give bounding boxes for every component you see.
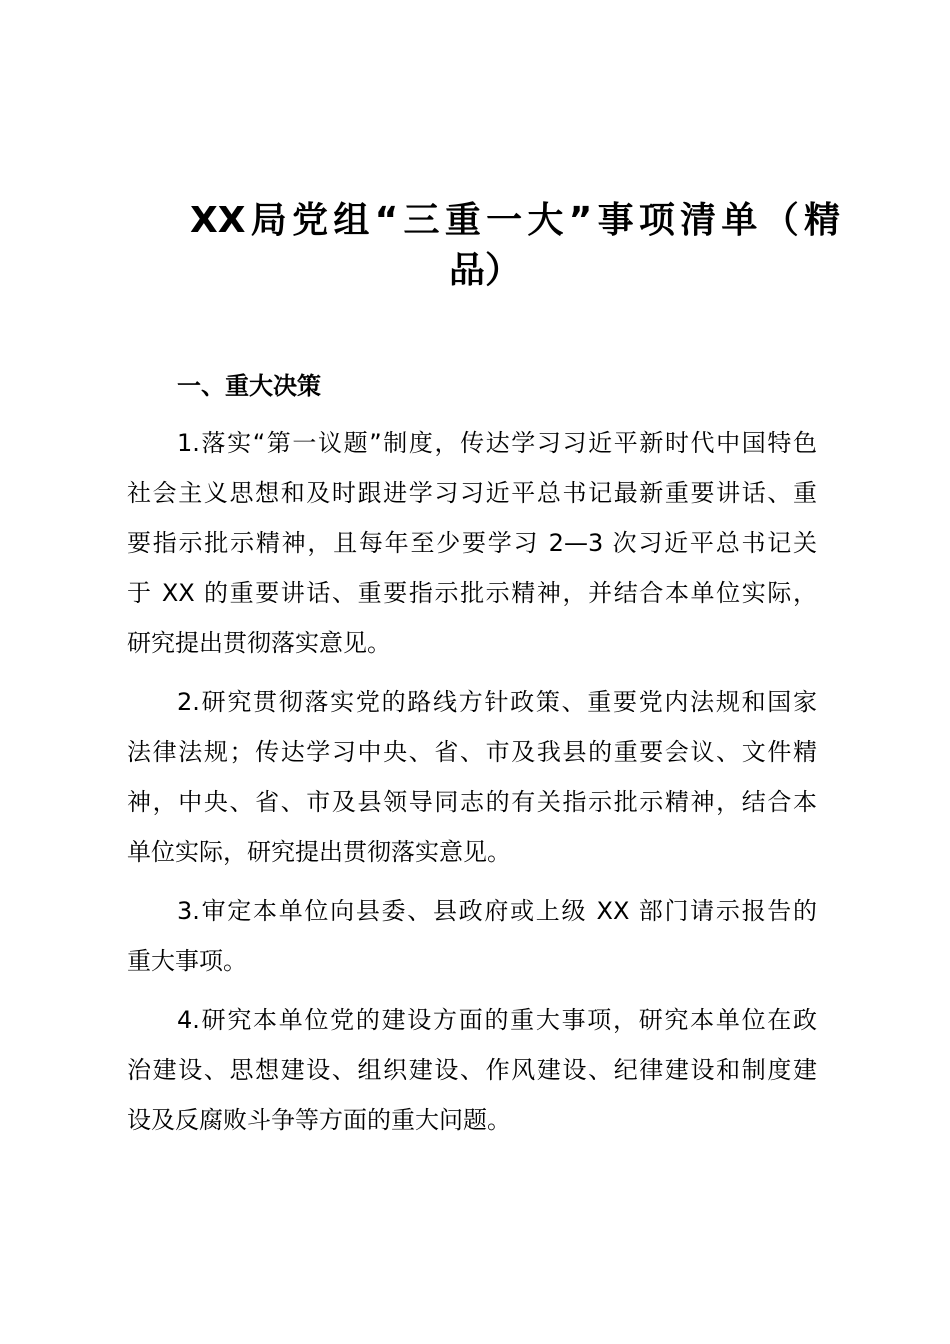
document-title: [150, 196, 840, 296]
paragraph-line: 1.落实“第一议题”制度，传达学习习近平新时代中国特色: [177, 429, 817, 457]
paragraph-line: 重大事项。: [127, 947, 247, 975]
paragraph-line: 设及反腐败斗争等方面的重大问题。: [127, 1106, 511, 1134]
paragraph-line: 3.审定本单位向县委、县政府或上级 XX 部门请示报告的: [177, 897, 817, 925]
paragraph-line: 神，中央、省、市及县领导同志的有关指示批示精神，结合本: [127, 788, 817, 816]
paragraph-3: [127, 886, 817, 986]
title-line-1: XX局党组“三重一大”事项清单（精: [190, 200, 840, 241]
paragraph-2: [127, 677, 817, 877]
paragraph-line: 要指示批示精神，且每年至少要学习 2—3 次习近平总书记关: [127, 529, 817, 557]
document-body: [127, 362, 817, 1154]
paragraph-line: 于 XX 的重要讲话、重要指示批示精神，并结合本单位实际，: [127, 579, 817, 607]
paragraph-line: 研究提出贯彻落实意见。: [127, 629, 391, 657]
paragraph-line: 法律法规；传达学习中央、省、市及我县的重要会议、文件精: [127, 738, 817, 766]
paragraph-4: [127, 995, 817, 1145]
paragraph-line: 4.研究本单位党的建设方面的重大事项，研究本单位在政: [177, 1006, 817, 1034]
paragraph-1: [127, 418, 817, 668]
paragraph-line: 单位实际，研究提出贯彻落实意见。: [127, 838, 511, 866]
paragraph-line: 治建设、思想建设、组织建设、作风建设、纪律建设和制度建: [127, 1056, 817, 1084]
paragraph-line: 2.研究贯彻落实党的路线方针政策、重要党内法规和国家: [177, 688, 817, 716]
paragraph-line: 社会主义思想和及时跟进学习习近平总书记最新重要讲话、重: [127, 479, 817, 507]
section-heading: 一、重大决策: [177, 372, 321, 400]
title-line-2: 品）: [448, 250, 521, 291]
